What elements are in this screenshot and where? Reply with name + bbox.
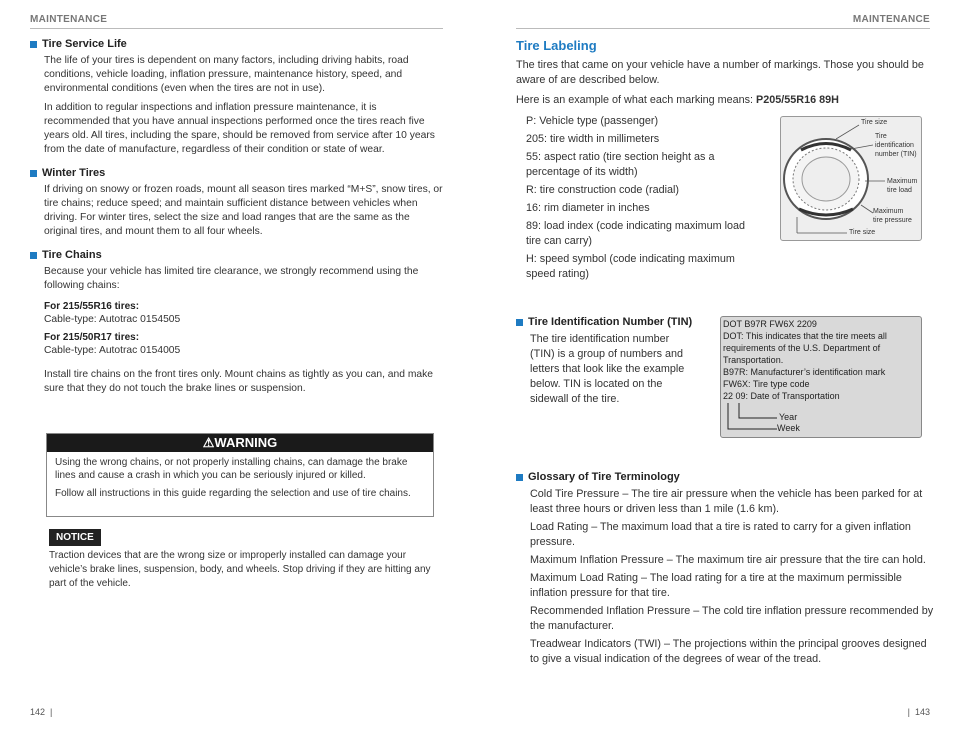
section-title: Tire Identification Number (TIN)	[528, 316, 693, 328]
diagram-label-line: Maximum	[887, 178, 918, 185]
diagram-label-line: Tire	[875, 133, 887, 140]
glossary-item: Maximum Inflation Pressure – The maximum tire air pressure that the tire can hold.	[530, 554, 926, 566]
diagram-label	[887, 177, 917, 195]
glossary-item: Maximum Load Rating – The load rating for a tire at the maximum permissible inflation pressure for that tire.	[530, 572, 902, 599]
example-code: P205/55R16 89H	[756, 94, 839, 106]
page-number-left: 142 |	[30, 707, 53, 717]
notice-badge: NOTICE	[49, 529, 101, 546]
tin-line: B97R: Manufacturer’s identification mark	[723, 367, 886, 377]
chain-type: Cable-type: Autotrac 0154005	[44, 345, 181, 356]
diagram-label-line: Maximum	[873, 208, 904, 215]
tin-example-box	[720, 316, 922, 438]
tin-line: DOT B97R FW6X 2209	[723, 319, 817, 329]
bullet-square-icon	[516, 319, 523, 326]
bullet-square-icon	[30, 170, 37, 177]
section-heading	[30, 249, 443, 261]
chain-size-label: For 215/55R16 tires:	[44, 301, 140, 312]
spec-item: 55: aspect ratio (tire section height as a percentage of its width)	[526, 151, 715, 178]
paragraph: Because your vehicle has limited tire clearance, we strongly recommend using the following chains:	[44, 266, 419, 291]
paragraph: The tires that came on your vehicle have a number of markings. Those you should be aware of are described below.	[516, 59, 924, 86]
glossary-item: Cold Tire Pressure – The tire air pressure when the vehicle has been parked for at least three hours or driven less than 1 mile (1.6 km).	[530, 488, 923, 515]
section-heading	[516, 471, 936, 483]
spec-item: 205: tire width in millimeters	[526, 133, 660, 145]
paragraph: Install tire chains on the front tires only. Mount chains as tightly as you can, and make sure that they do not touch the brake lines or suspension.	[44, 369, 434, 394]
example-line	[516, 93, 930, 108]
tin-line: FW6X: Tire type code	[723, 379, 810, 389]
section-heading	[30, 167, 443, 179]
paragraph: If driving on snowy or frozen roads, mount all season tires marked “M+S”, snow tires, or tire chains; reduce speed; and maintain sufficient distance between vehicles when driving. For winter tires, select the size and load ranges that are the same as the original tires, and mount them to all four wheels.	[44, 184, 443, 237]
warning-text: Using the wrong chains, or not properly installing chains, can damage the brake lines and cause a crash in which you can be seriously injured or killed.	[55, 457, 408, 481]
bullet-square-icon	[30, 252, 37, 259]
section-title: Glossary of Tire Terminology	[528, 471, 680, 483]
section-title: Tire Chains	[42, 249, 102, 261]
page-number: 142	[30, 707, 46, 717]
paragraph: The life of your tires is dependent on many factors, including driving habits, road conditions, vehicle loading, inflation pressure, maintenance history, speed, and environmental conditions (even when the tires are not in use).	[44, 55, 409, 94]
spec-item: R: tire construction code (radial)	[526, 184, 680, 196]
page-title: Tire Labeling	[516, 38, 597, 53]
tin-year-label: Year	[779, 412, 798, 422]
diagram-label-line: identification	[875, 142, 914, 149]
diagram-label: Tire size	[849, 229, 876, 236]
tin-section	[516, 316, 706, 407]
warning-header	[47, 434, 433, 452]
tin-line: 22 09: Date of Transportation	[723, 391, 840, 401]
glossary-item: Recommended Inflation Pressure – The cold tire inflation pressure recommended by the manufacturer.	[530, 605, 934, 632]
bullet-square-icon	[30, 41, 37, 48]
left-page	[30, 38, 443, 401]
diagram-label	[875, 132, 917, 159]
page-number-right: | 143	[907, 707, 930, 717]
example-prefix: Here is an example of what each marking means:	[516, 94, 757, 106]
diagram-label	[873, 207, 912, 225]
warning-label: WARNING	[214, 435, 278, 450]
warning-triangle-icon: ⚠	[202, 435, 215, 450]
paragraph: The tire identification number (TIN) is a group of numbers and letters that look like the example below. TIN is located on the sidewall of the tire.	[530, 333, 685, 405]
tin-line: DOT: This indicates that the tire meets all requirements of the U.S. Department of Transportation.	[723, 331, 887, 365]
header-rule-right	[516, 28, 930, 29]
warning-text: Follow all instructions in this guide regarding the selection and use of tire chains.	[55, 488, 411, 499]
tire-sidewall-diagram	[780, 116, 922, 241]
page-number: 143	[914, 707, 930, 717]
tin-week-label: Week	[777, 423, 800, 433]
paragraph: In addition to regular inspections and inflation pressure maintenance, it is recommended that you have annual inspections performed once the tires reach five years old. All tires, including the spare, should be removed from service after 10 years from the date of manufacture, regardless of their condition or state of wear.	[44, 102, 435, 155]
section-heading	[516, 316, 706, 328]
header-rule-left	[30, 28, 443, 29]
chain-size-label: For 215/50R17 tires:	[44, 332, 140, 343]
glossary-item: Load Rating – The maximum load that a tire is rated to carry for a given inflation pressure.	[530, 521, 911, 548]
diagram-label-line: tire pressure	[873, 217, 912, 224]
chain-type: Cable-type: Autotrac 0154505	[44, 314, 181, 325]
section-title: Winter Tires	[42, 167, 106, 179]
diagram-label: Tire size	[861, 119, 888, 126]
spec-item: 16: rim diameter in inches	[526, 202, 650, 214]
section-heading	[30, 38, 443, 50]
spec-item: 89: load index (code indicating maximum load tire can carry)	[526, 220, 746, 247]
page-header-left: MAINTENANCE	[30, 14, 108, 25]
diagram-label-line: tire load	[887, 187, 912, 194]
page-header-right: MAINTENANCE	[852, 14, 930, 25]
tin-bracket-lines	[725, 403, 785, 433]
glossary-item: Treadwear Indicators (TWI) – The projections within the principal grooves designed to give a visual indication of the degrees of wear of the tread.	[530, 638, 927, 665]
bullet-square-icon	[516, 474, 523, 481]
spec-item: H: speed symbol (code indicating maximum speed rating)	[526, 253, 735, 280]
diagram-label-line: number (TIN)	[875, 151, 917, 158]
section-title: Tire Service Life	[42, 38, 127, 50]
notice-text: Traction devices that are the wrong size or improperly installed can damage your vehicle’s brake lines, suspension, body, and wheels. Stop driving if they are hitting any part of the vehicle.	[49, 550, 431, 589]
warning-box	[46, 433, 434, 517]
spec-item: P: Vehicle type (passenger)	[526, 115, 659, 127]
glossary-section	[516, 471, 936, 667]
